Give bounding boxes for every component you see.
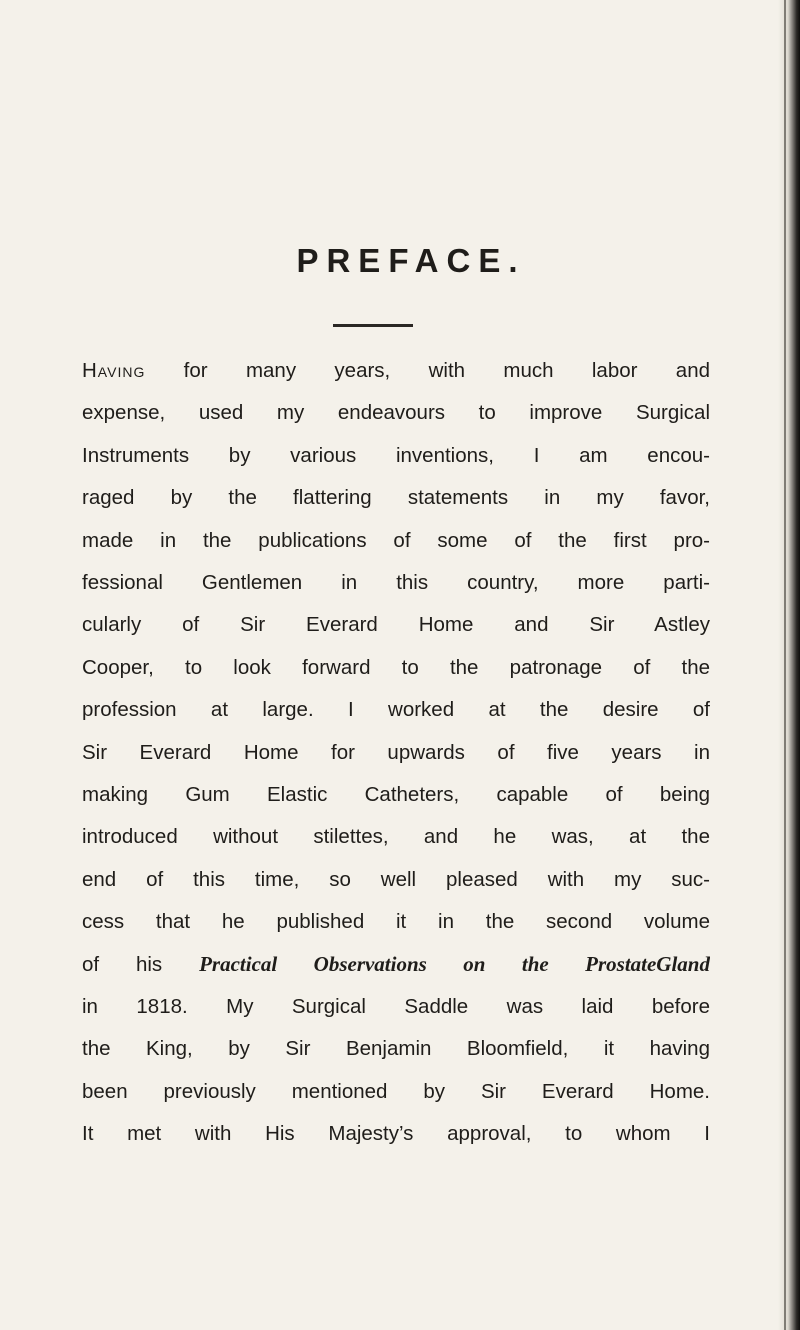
text-line	[82, 435, 710, 477]
text-line	[82, 816, 710, 858]
line-text: end of this time, so well pleased with my suc-	[82, 867, 710, 891]
line-text: raged by the flattering statements in my favor,	[82, 486, 710, 510]
drop-word: Having	[82, 359, 146, 382]
line-text: the King, by Sir Benjamin Bloomfield, it having	[82, 1037, 710, 1061]
text-line	[82, 986, 710, 1028]
book-title-italic: Practical Observations on the ProstateGland	[199, 952, 710, 977]
line-text: Sir Everard Home for upwards of five years in	[82, 740, 710, 764]
line-text: fessional Gentlemen in this country, more parti-	[82, 570, 710, 594]
text-line	[82, 647, 710, 689]
text-line	[82, 520, 710, 562]
line-text: It met with His Majesty’s approval, to whom I	[82, 1122, 710, 1146]
line-text: profession at large. I worked at the desire of	[82, 698, 710, 722]
line-text: been previously mentioned by Sir Everard Home.	[82, 1079, 710, 1103]
text-line	[82, 604, 710, 646]
text-line	[82, 477, 710, 519]
line-text: Cooper, to look forward to the patronage of the	[82, 655, 710, 679]
text-line	[82, 859, 710, 901]
text-line	[82, 732, 710, 774]
text-line	[82, 562, 710, 604]
line-text: cularly of Sir Everard Home and Sir Astley	[82, 613, 710, 637]
line-text: introduced without stilettes, and he was, at the	[82, 825, 710, 849]
text-line	[82, 774, 710, 816]
page-edge-shadow	[778, 0, 800, 1330]
text-line	[82, 943, 710, 985]
text-line	[82, 392, 710, 434]
line-text: Instruments by various inventions, I am encou-	[82, 443, 710, 467]
line-text: making Gum Elastic Catheters, capable of being	[82, 782, 710, 806]
text-line	[82, 1113, 710, 1155]
line-text: made in the publications of some of the first pro-	[82, 528, 710, 552]
text-line	[82, 350, 710, 392]
title-rule	[333, 324, 413, 327]
text-line	[82, 1071, 710, 1113]
page-title: PREFACE.	[296, 242, 526, 279]
line-text: of his	[82, 953, 200, 977]
text-line	[82, 689, 710, 731]
line-text: for many years, with much labor and	[145, 359, 710, 382]
line-text: cess that he published it in the second volume	[82, 910, 710, 934]
line-text: in 1818. My Surgical Saddle was laid before	[82, 994, 710, 1018]
text-line	[82, 1028, 710, 1070]
line-text: expense, used my endeavours to improve Surgical	[82, 401, 710, 425]
text-line	[82, 901, 710, 943]
body-text	[82, 350, 710, 1155]
